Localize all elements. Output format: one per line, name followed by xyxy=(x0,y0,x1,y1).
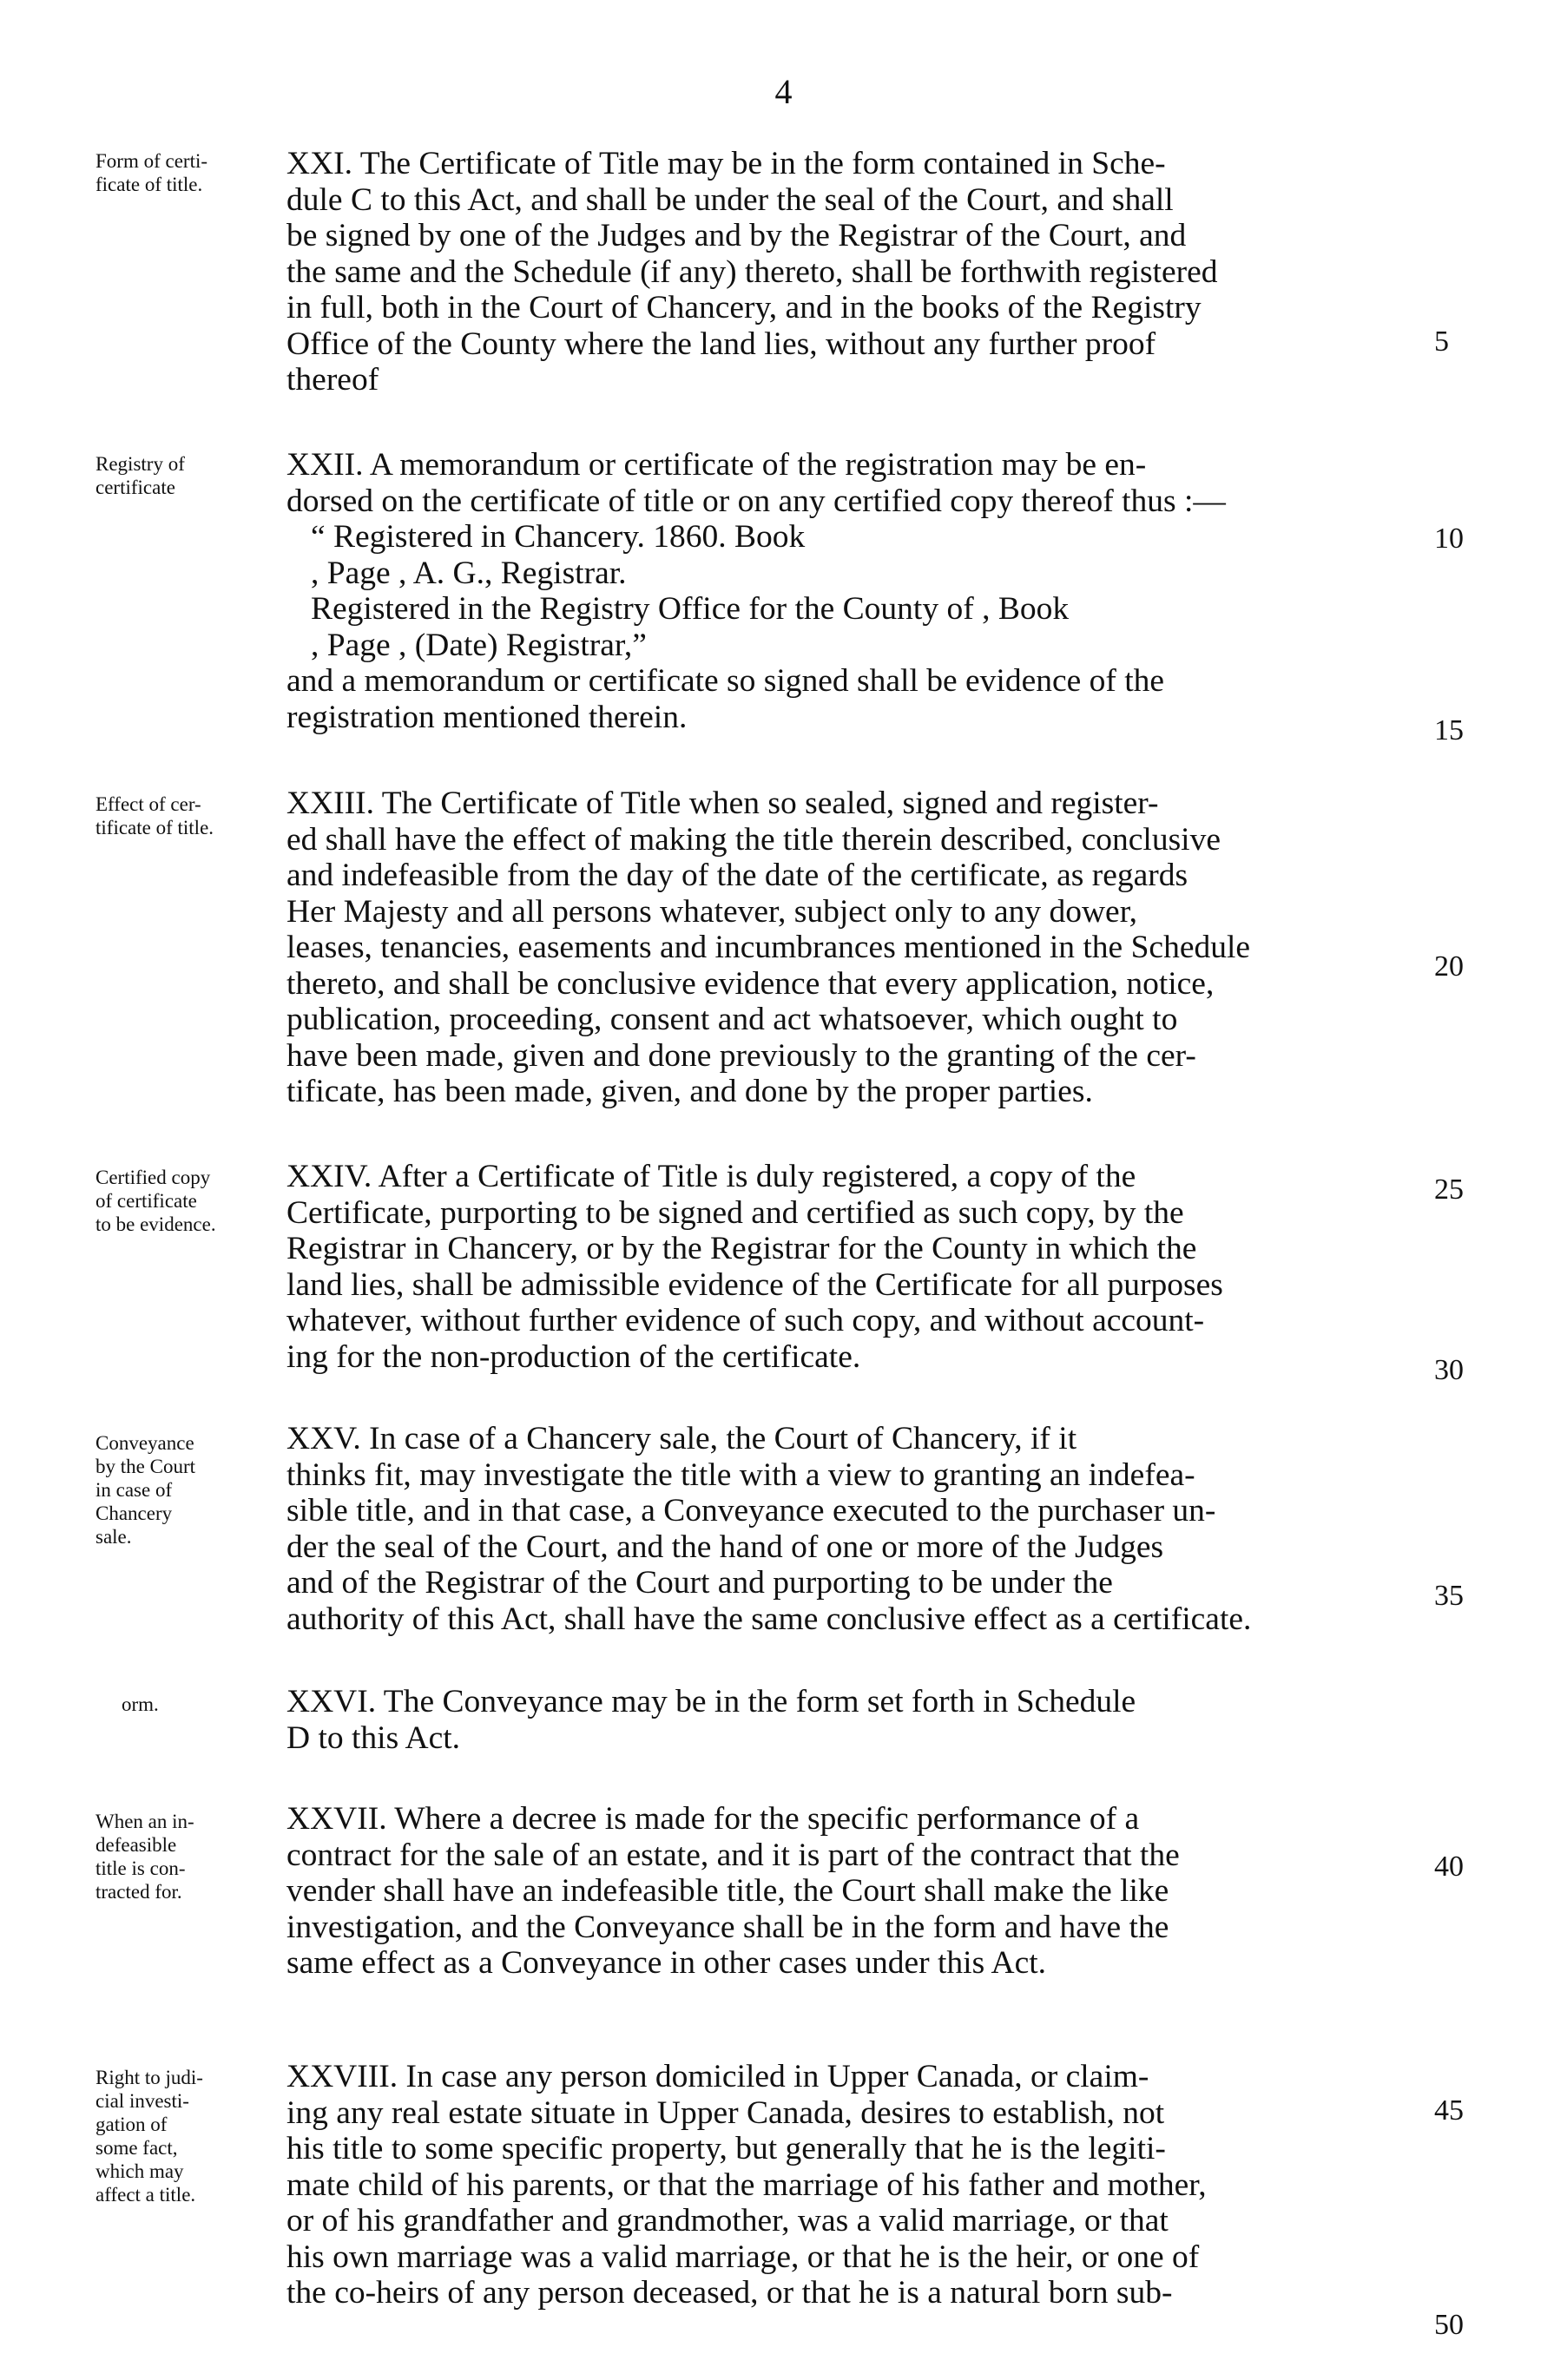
line-number: 15 xyxy=(1434,714,1464,746)
margin-note-registry-of-certificate: Registry of certificate xyxy=(95,453,185,498)
paragraph: XXVIII. In case any person domiciled in Upper Canada, or claim- ing any real estate situate in Upper Canada, desires to establish, not his title to some specific property, but generally that he is the legiti- mate child of his parents, or that the marriage of his father and mother, or of his grandfather and grandmother, was a valid marriage, or that his own marriage was a valid marriage, or that he is the heir, or one of the co-heirs of any person deceased, or that he is a natural born sub- xyxy=(286,2059,1207,2311)
section-body xyxy=(286,1801,1419,1982)
line-number: 40 xyxy=(1434,1851,1464,1883)
section-body xyxy=(286,1684,1419,1756)
line-number: 30 xyxy=(1434,1354,1464,1386)
paragraph: XXV. In case of a Chancery sale, the Court of Chancery, if it thinks fit, may investigate the title with a view to granting an indefea- sible title, and in that case, a Conveyance executed to the purchaser un- der the seal of the Court, and the hand of one or more of the Judges and of the Registrar of the Court and purporting to be under the authority of this Act, shall have the same conclusive effect as a certificate. xyxy=(286,1421,1252,1637)
paragraph: XXIII. The Certificate of Title when so sealed, signed and register- ed shall have the effect of making the title therein described, conclusive and indefeasible from the day of the date of the certificate, as regards Her Majesty and all persons whatever, subject only to any dower, leases, tenancies, easements and incumbrances mentioned in the Schedule thereto, and shall be conclusive evidence that every application, notice, publication, proceeding, consent and act whatsoever, which ought to have been made, given and done previously to the granting of the cer- tificate, has been made, given, and done by the proper parties. xyxy=(286,786,1251,1109)
section-body xyxy=(286,146,1419,398)
line-number: 35 xyxy=(1434,1580,1464,1612)
paragraph: XXVI. The Conveyance may be in the form set forth in Schedule D to this Act. xyxy=(286,1684,1136,1756)
paragraph: XXIV. After a Certificate of Title is duly registered, a copy of the Certificate, purporting to be signed and certified as such copy, by the Registrar in Chancery, or by the Registrar for the County in which the land lies, shall be admissible evidence of the Certificate for all purposes whatever, without further evidence of such copy, and without account- ing for the non-production of the certificate. xyxy=(286,1159,1223,1375)
paragraph: and a memorandum or certificate so signed shall be evidence of the registration mentioned therein. xyxy=(286,663,1165,735)
registration-form-text: “ Registered in Chancery. 1860. Book , Page , A. G., Registrar. Registered in the Registry Office for the County of , Book , Page , (Date) Registrar,” xyxy=(311,519,1070,663)
line-number: 45 xyxy=(1434,2094,1464,2127)
paragraph: XXI. The Certificate of Title may be in the form contained in Sche- dule C to this Act, and shall be under the seal of the Court, and shall be signed by one of the Judges and by the Registrar of the Court, and the same and the Schedule (if any) thereto, shall be forthwith registered in full, both in the Court of Chancery, and in the books of the Registry Office of the County where the land lies, without any further proof thereof xyxy=(286,146,1218,398)
section-body xyxy=(286,447,1419,735)
section-body xyxy=(286,1159,1419,1375)
line-number: 20 xyxy=(1434,950,1464,983)
section-body xyxy=(286,1421,1419,1637)
line-number: 25 xyxy=(1434,1174,1464,1206)
margin-note-judicial-investigation: Right to judi- cial investi- gation of some fact, which may affect a title. xyxy=(95,2067,203,2206)
page-number: 4 xyxy=(774,72,793,111)
section-body xyxy=(286,786,1419,1110)
margin-note-form-of-certificate: Form of certi- ficate of title. xyxy=(95,150,208,195)
margin-note-conveyance-by-court: Conveyance by the Court in case of Chancery sale. xyxy=(95,1432,195,1548)
margin-note-effect-of-certificate: Effect of cer- tificate of title. xyxy=(95,793,214,838)
paragraph: XXII. A memorandum or certificate of the registration may be en- dorsed on the certificate of title or on any certified copy thereof thus :— xyxy=(286,447,1226,519)
section-body xyxy=(286,2059,1419,2311)
margin-note-form: orm. xyxy=(122,1693,159,1715)
line-number: 5 xyxy=(1434,325,1449,358)
margin-note-indefeasible-title: When an in- defeasible title is con- tracted for. xyxy=(95,1811,194,1903)
line-number: 50 xyxy=(1434,2309,1464,2341)
margin-note-certified-copy: Certified copy of certificate to be evidence. xyxy=(95,1167,216,1235)
paragraph: XXVII. Where a decree is made for the specific performance of a contract for the sale of an estate, and it is part of the contract that the vender shall have an indefeasible title, the Court shall make the like investigation, and the Conveyance shall be in the form and have the same effect as a Conveyance in other cases under this Act. xyxy=(286,1801,1180,1981)
line-number: 10 xyxy=(1434,523,1464,555)
